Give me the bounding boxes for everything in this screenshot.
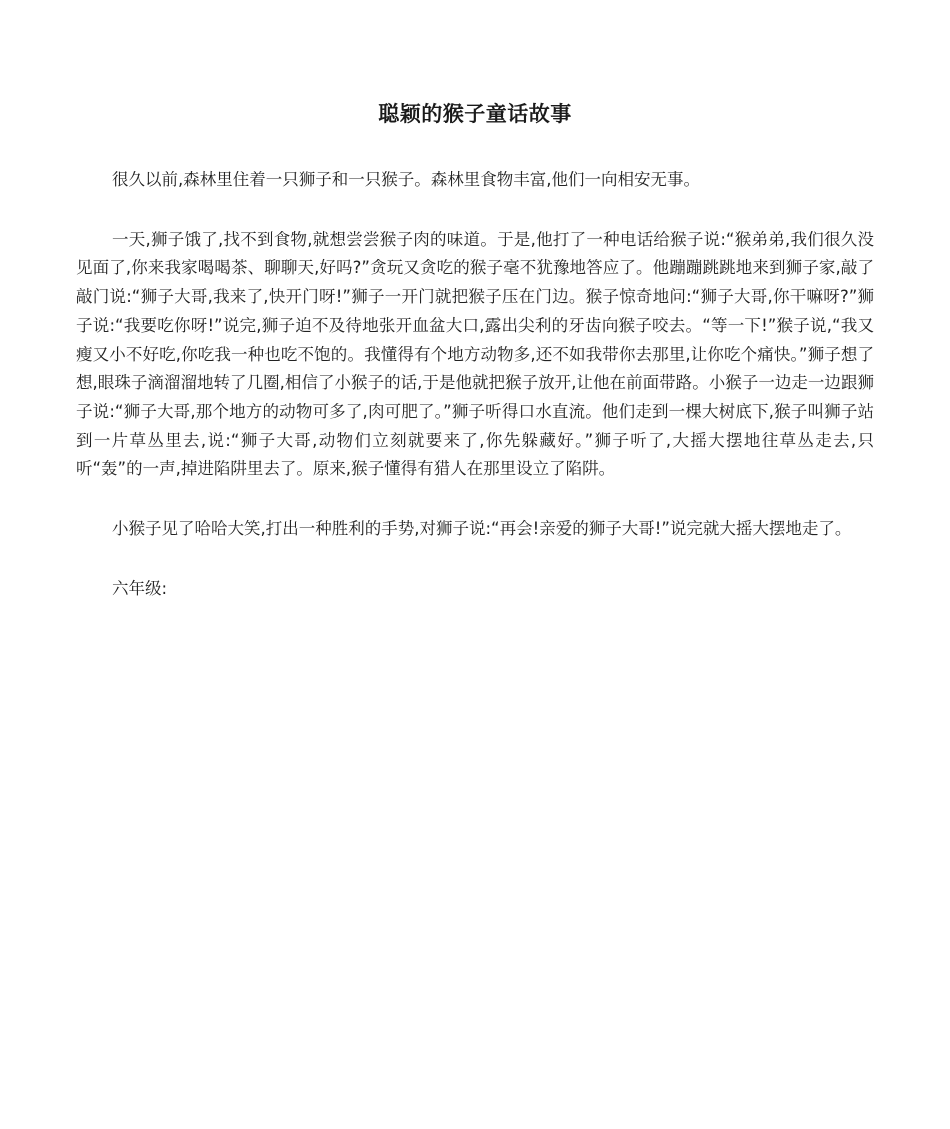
paragraph-ending: 小猴子见了哈哈大笑,打出一种胜利的手势,对狮子说:“再会!亲爱的狮子大哥!”说完就大摇大摆地走了。 [112, 519, 852, 539]
document-title: 聪颖的猴子童话故事 [378, 102, 572, 126]
paragraph-story: 一天,狮子饿了,找不到食物,就想尝尝猴子肉的味道。于是,他打了一种电话给猴子说:“猴弟弟,我们很久没见面了,你来我家喝喝茶、聊聊天,好吗?”贪玩又贪吃的猴子毫不犹豫地答应了。他蹦蹦跳跳地来到狮子家,敲了敲门说:“狮子大哥,我来了,快开门呀!”狮子一开门就把猴子压在门边。猴子惊奇地问:“狮子大哥,你干嘛呀?”狮子说:“我要吃你呀!”说完,狮子迫不及待地张开血盆大口,露出尖利的牙齿向猴子咬去。“等一下!”猴子说,“我又瘦又小不好吃,你吃我一种也吃不饱的。我懂得有个地方动物多,还不如我带你去那里,让你吃个痛快。”狮子想了想,眼珠子滴溜溜地转了几圈,相信了小猴子的话,于是他就把猴子放开,让他在前面带路。小猴子一边走一边跟狮子说:“狮子大哥,那个地方的动物可多了,肉可肥了。”狮子听得口水直流。他们走到一棵大树底下,猴子叫狮子站到一片草丛里去,说:“狮子大哥,动物们立刻就要来了,你先躲藏好。”狮子听了,大摇大摆地往草丛走去,只听“轰”的一声,掉进陷阱里去了。原来,猴子懂得有猎人在那里设立了陷阱。 [76, 229, 874, 479]
paragraph-intro: 很久以前,森林里住着一只狮子和一只猴子。森林里食物丰富,他们一向相安无事。 [112, 170, 700, 189]
grade-label: 六年级: [112, 578, 168, 598]
